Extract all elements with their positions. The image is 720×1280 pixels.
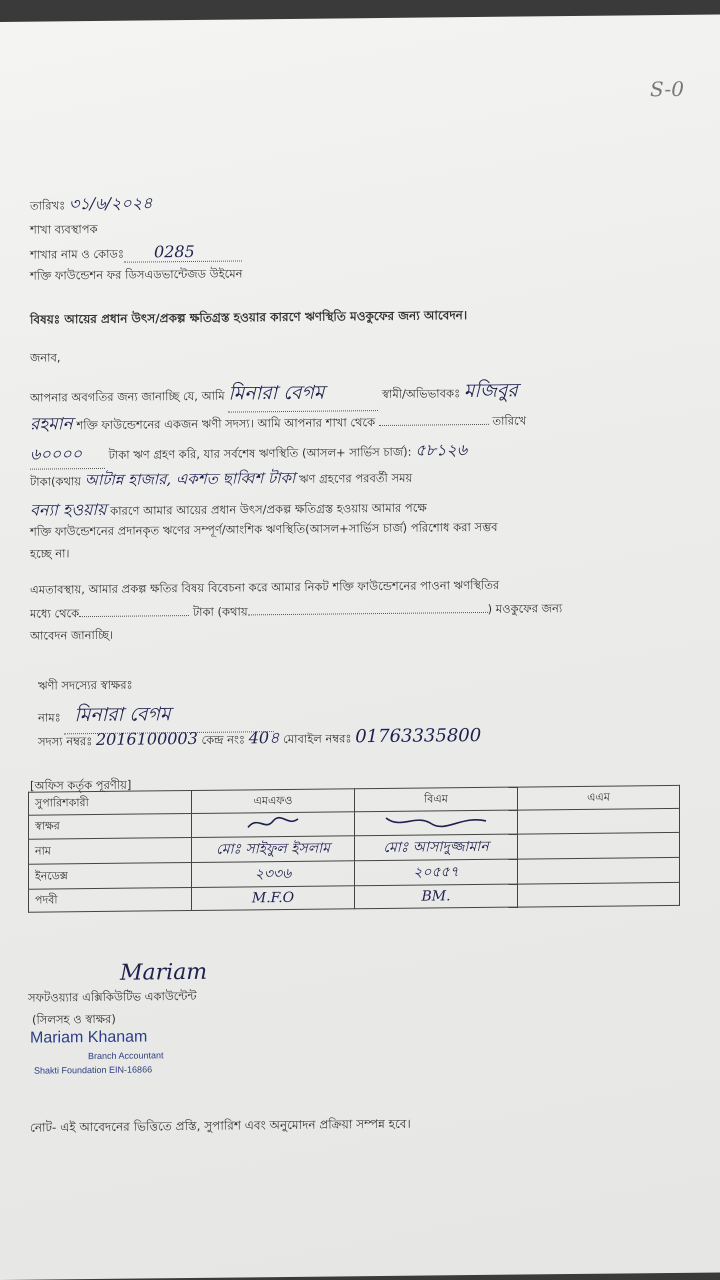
am-index — [518, 857, 680, 884]
signature-mark — [243, 813, 303, 834]
para1-text: তারিখে — [492, 413, 527, 428]
office-approval-table — [28, 785, 680, 913]
accountant-sub: (সিলসহ ও স্বাক্ষর) — [32, 1011, 116, 1027]
para2-line3: আবেদন জানাচ্ছি। — [30, 627, 114, 643]
guardian-name-cont: রহমান — [30, 414, 73, 435]
para1-line6: শক্তি ফাউন্ডেশনের প্রদানকৃত ঋণের সম্পূর্ণ/আংশিক ঋণস্থিতি(আসল+সার্ভিস চার্জ) পরিশোধ করা সম্ভব — [30, 519, 498, 539]
document-page — [0, 14, 720, 1280]
guardian-label: স্বামী/অভিভাবকঃ — [382, 386, 461, 401]
page-number: S-0 — [650, 76, 684, 102]
row-label: নাম — [29, 837, 192, 864]
balance-in-words: আটান্ন হাজার, একশত ছাব্বিশ টাকা — [84, 468, 296, 490]
para1-line2 — [30, 406, 526, 439]
recipient-title: শাখা ব্যবস্থাপক — [30, 221, 98, 237]
mobile-label: মোবাইল নম্বরঃ — [283, 731, 352, 747]
mfo-designation: M.F.O — [251, 889, 295, 907]
para1-text: কারণে আমার আয়ের প্রধান উৎস/প্রকল্প ক্ষতিগ্রস্ত হওয়ায় আমার পক্ষে — [110, 500, 427, 518]
office-use-label: [অফিস কর্তৃক পূরণীয়] — [30, 777, 132, 793]
subject-line: বিষয়ঃ আয়ের প্রধান উৎস/প্রকল্প ক্ষতিগ্রস্ত হওয়ার কারণে ঋণস্থিতি মওকুফের জন্য আবেদন। — [30, 308, 468, 327]
organization-name: শক্তি ফাউন্ডেশন ফর ডিসএডভান্টেজড উইমেন — [30, 266, 243, 283]
para2-line1: এমতাবস্থায়, আমার প্রকল্প ক্ষতির বিষয় বিবেচনা করে আমার নিকট শক্তি ফাউন্ডেশনের পাওনা ঋণস্থিতির — [30, 577, 500, 597]
mfo-index: ২৩৩৬ — [254, 865, 292, 883]
salutation: জনাব, — [30, 350, 61, 365]
signature-mark — [381, 811, 491, 832]
mfo-name: মোঃ সাইফুল ইসলাম — [216, 840, 330, 858]
branch-code: 0285 — [154, 241, 195, 262]
stamp-title: Branch Accountant — [88, 1050, 164, 1062]
para2-text: ) মওকুফের জন্য — [487, 601, 563, 616]
header-mfo: এমএফও — [192, 789, 355, 814]
row-label: স্বাক্ষর — [29, 813, 192, 839]
para2-text: টাকা (কথায় — [192, 604, 248, 619]
stamp-org: Shakti Foundation EIN-16866 — [34, 1064, 153, 1076]
bm-designation: BM. — [421, 888, 451, 905]
header-bm: বিএম — [355, 787, 518, 812]
loan-balance: ৫৮১২৬ — [415, 440, 468, 460]
damage-cause: বন্যা হওয়ায় — [30, 499, 107, 520]
applicant-name: মিনারা বেগম — [228, 381, 325, 405]
header-recommender: সুপারিশকারী — [29, 790, 192, 815]
footer-note: নোট- এই আবেদনের ভিত্তিতে প্রস্তি, সুপারিশ এবং অনুমোদন প্রক্রিয়া সম্পন্ন হবে। — [30, 1116, 411, 1135]
bm-signature — [355, 810, 518, 836]
para1-text: আপনার অবগতির জন্য জানাচ্ছি যে, আমি — [30, 388, 225, 405]
bm-index: ২০৫৫৭ — [413, 864, 459, 881]
date-label: তারিখঃ — [30, 198, 66, 213]
header-am: এএম — [518, 785, 680, 810]
para2-text: মধ্যে থেকে — [30, 606, 80, 621]
mobile-number: 01763335800 — [355, 724, 482, 748]
para1-text: টাকা(কথায় — [30, 474, 82, 489]
group-number: 40৪ — [248, 728, 280, 748]
row-label: পদবী — [29, 887, 192, 912]
member-numbers-line — [38, 723, 481, 755]
para1-text: টাকা ঋণ গ্রহণ করি, যার সর্বশেষ ঋণস্থিতি (আসল+ সার্ভিস চার্জ): — [108, 444, 412, 462]
member-signature-label: ঋণী সদস্যের স্বাক্ষরঃ — [38, 677, 133, 693]
para1-text: শক্তি ফাউন্ডেশনের একজন ঋণী সদস্য। আমি আপনার শাখা থেকে — [76, 415, 376, 433]
stamp-name: Mariam Khanam — [30, 1028, 148, 1047]
para2-line2 — [30, 600, 562, 625]
member-no-label: সদস্য নম্বরঃ — [38, 734, 93, 749]
member-name-label: নামঃ — [38, 710, 61, 725]
para1-line7: হচ্ছে না। — [30, 546, 70, 561]
group-no-label: কেন্দ্র নংঃ — [201, 732, 246, 747]
para1-line4 — [30, 466, 412, 495]
am-name — [518, 832, 680, 859]
para1-text: ঋণ গ্রহণের পরবর্তী সময় — [299, 470, 413, 486]
accountant-label: সফটওয়্যার এক্সিকিউটিভ একাউন্টেন্ট — [28, 988, 197, 1005]
date-value: ৩১/৬/২০২৪ — [68, 193, 153, 214]
member-number: 2016100003 — [95, 728, 198, 749]
member-name: মিনারা বেগম — [74, 703, 171, 727]
am-designation — [518, 882, 680, 907]
row-label: ইনডেক্স — [29, 862, 192, 889]
am-signature — [518, 808, 680, 834]
accountant-signature: Mariam — [120, 959, 208, 986]
loan-amount: ৬০০০০ — [30, 444, 83, 464]
mfo-signature — [192, 812, 355, 838]
branch-label: শাখার নাম ও কোডঃ — [30, 246, 125, 262]
bm-name: মোঃ আসাদুজ্জামান — [383, 838, 489, 856]
branch-line — [30, 241, 242, 265]
date-line — [30, 190, 152, 218]
guardian-name: মজিবুর — [463, 379, 518, 403]
